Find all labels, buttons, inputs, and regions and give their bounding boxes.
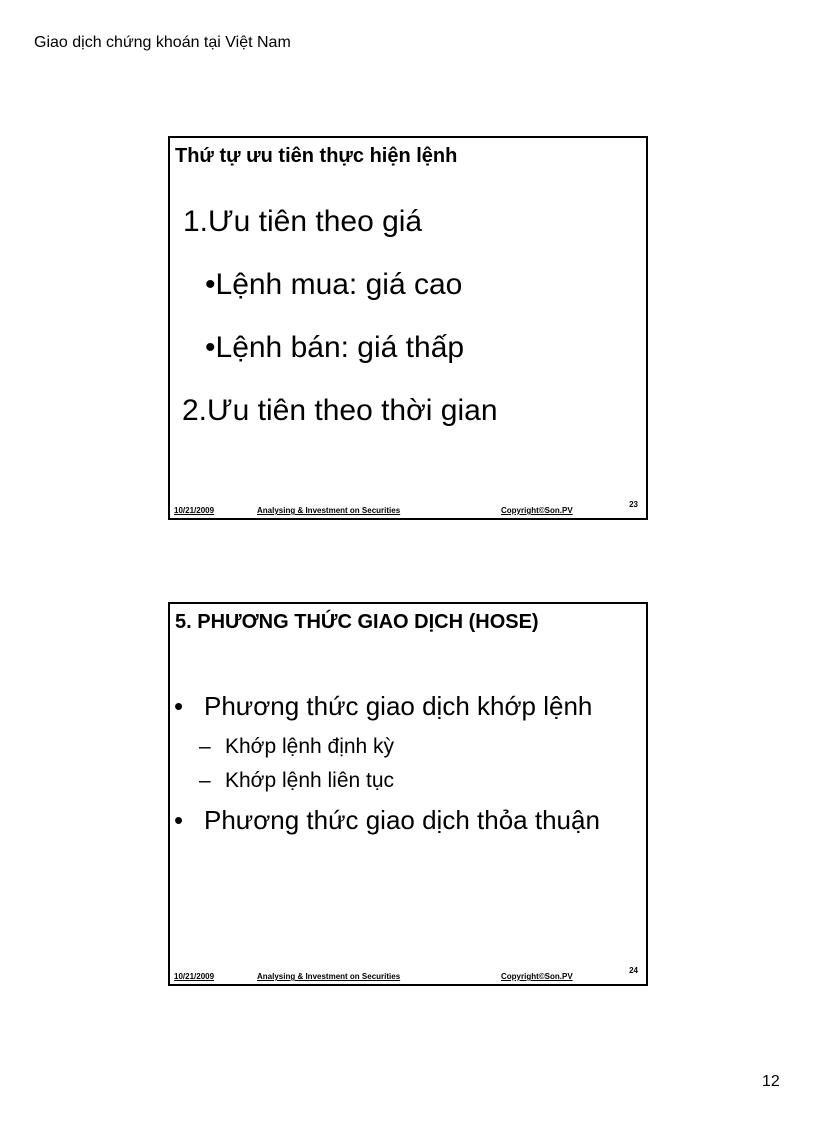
slide-23 — [168, 136, 648, 520]
list-subitem-label: Khớp lệnh liên tục — [225, 769, 395, 792]
list-item-matching-method — [174, 690, 592, 722]
document-header-title: Giao dịch chứng khoán tại Việt Nam — [34, 34, 291, 51]
footer-date: 10/21/2009 — [174, 506, 215, 515]
footer-date: 10/21/2009 — [174, 972, 215, 981]
sub-item-buy-order: •Lệnh mua: giá cao — [205, 268, 463, 301]
slide-title: Thứ tự ưu tiên thực hiện lệnh — [175, 145, 458, 167]
slide-footer — [174, 966, 640, 982]
footer-copyright: Copyright©Son.PV — [501, 506, 573, 515]
page-number: 12 — [762, 1073, 780, 1090]
list-subitem-periodic-matching — [199, 734, 394, 760]
list-item-label: Phương thức giao dịch thỏa thuận — [204, 805, 600, 835]
list-subitem-label: Khớp lệnh định kỳ — [225, 735, 395, 758]
footer-copyright: Copyright©Son.PV — [501, 972, 573, 981]
list-item-label: Phương thức giao dịch khớp lệnh — [204, 691, 593, 721]
footer-course: Analysing & Investment on Securities — [257, 972, 401, 981]
list-subitem-continuous-matching — [199, 768, 394, 794]
list-item-negotiated-method — [174, 804, 600, 836]
dash-icon: – — [199, 735, 211, 758]
bullet-icon: • — [174, 805, 184, 835]
slide-number: 23 — [629, 500, 638, 509]
slide-title: 5. PHƯƠNG THỨC GIAO DỊCH (HOSE) — [175, 611, 539, 633]
priority-item-time: 2.Ưu tiên theo thời gian — [182, 394, 498, 427]
slide-number: 24 — [629, 966, 638, 975]
priority-item-price: 1.Ưu tiên theo giá — [183, 205, 423, 238]
bullet-icon: • — [174, 691, 184, 721]
slide-footer — [174, 500, 640, 516]
footer-course: Analysing & Investment on Securities — [257, 506, 401, 515]
slide-24 — [168, 602, 648, 986]
dash-icon: – — [199, 769, 211, 792]
sub-item-sell-order: •Lệnh bán: giá thấp — [205, 331, 465, 364]
